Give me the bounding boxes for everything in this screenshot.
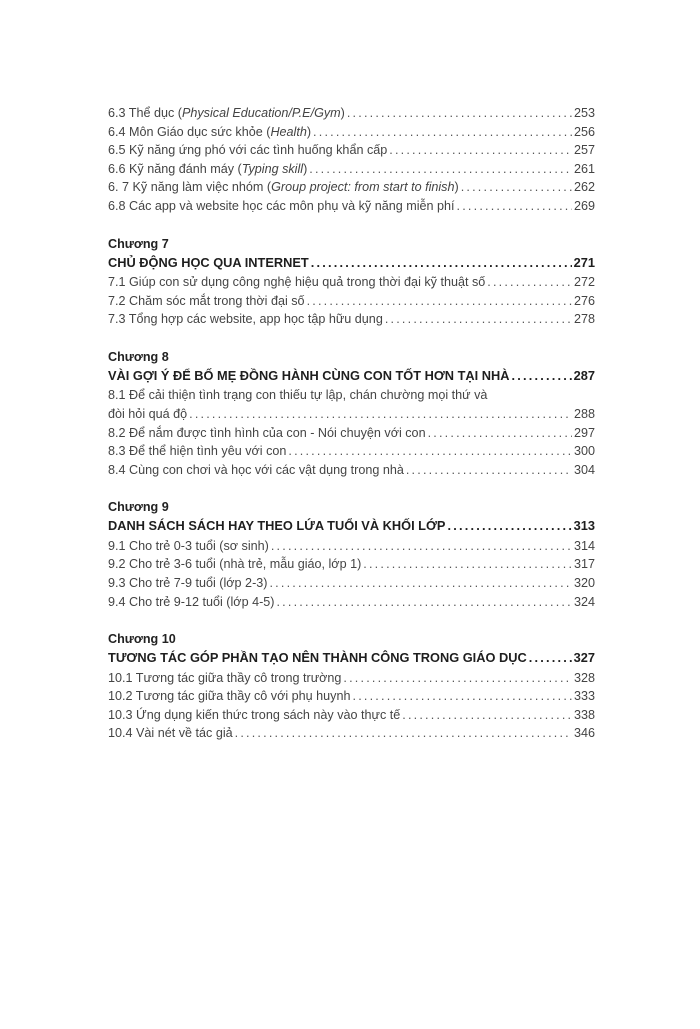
chapter-page: 313: [573, 518, 595, 534]
entry-title: 7.3 Tổng hợp các website, app học tập hữu dụng: [108, 312, 383, 327]
entry-page: 256: [573, 124, 595, 139]
chapter-page: 327: [573, 650, 595, 666]
toc-entry-6-6[interactable]: [108, 160, 595, 179]
leader-dots: [511, 367, 571, 386]
leader-dots: [461, 178, 572, 197]
leader-dots: [311, 254, 572, 273]
entry-page: 272: [573, 275, 595, 290]
toc-entry-6-7[interactable]: [108, 178, 595, 197]
leader-dots: [428, 424, 572, 443]
chapter-heading[interactable]: [108, 517, 595, 537]
toc-entry[interactable]: [108, 706, 595, 725]
leader-dots: [189, 405, 572, 424]
entry-title: 10.2 Tương tác giữa thầy cô với phụ huynh: [108, 689, 351, 704]
leader-dots: [235, 724, 572, 743]
toc-entry[interactable]: [108, 593, 595, 612]
entry-page: 276: [573, 293, 595, 308]
entry-page: 304: [573, 462, 595, 477]
toc-entry-6-3[interactable]: [108, 104, 595, 123]
entry-page: 261: [573, 161, 595, 176]
entry-title: 9.4 Cho trẻ 9-12 tuổi (lớp 4-5): [108, 594, 275, 609]
entry-page: 320: [573, 576, 595, 590]
entry-page: 333: [573, 689, 595, 704]
chapter-label: Chương 9: [108, 500, 169, 515]
entry-title: 6. 7 Kỹ năng làm việc nhóm (Group project: from start to finish): [108, 180, 459, 195]
entry-title: 10.1 Tương tác giữa thầy cô trong trường: [108, 670, 342, 685]
toc-entry[interactable]: [108, 669, 595, 688]
entry-title: 9.1 Cho trẻ 0-3 tuổi (sơ sinh): [108, 538, 269, 553]
chapter-page: 287: [573, 367, 595, 383]
chapter-heading[interactable]: [108, 367, 595, 387]
entry-title: 6.5 Kỹ năng ứng phó với các tình huống khẩn cấp: [108, 143, 388, 158]
leader-dots: [487, 273, 572, 292]
leader-dots: [529, 649, 572, 668]
leader-dots: [389, 141, 572, 160]
entry-title: 10.4 Vài nét về tác giả: [108, 726, 233, 741]
toc-entry[interactable]: [108, 405, 595, 424]
entry-title: 6.4 Môn Giáo dục sức khỏe (Health): [108, 124, 312, 139]
entry-title: 9.3 Cho trẻ 7-9 tuổi (lớp 2-3): [108, 576, 268, 590]
leader-dots: [313, 123, 572, 142]
entry-title: 6.6 Kỹ năng đánh máy (Typing skill): [108, 161, 308, 176]
toc-entry[interactable]: [108, 273, 595, 292]
entry-page: 278: [573, 312, 595, 327]
entry-page: 300: [573, 444, 595, 459]
chapter-title: DANH SÁCH SÁCH HAY THEO LỨA TUỔI VÀ KHỐI LỚP: [108, 518, 446, 534]
leader-dots: [309, 160, 572, 179]
entry-page: 269: [573, 198, 595, 213]
chapter-heading[interactable]: [108, 254, 595, 274]
entry-page: 297: [573, 425, 595, 440]
chapter-title: CHỦ ĐỘNG HỌC QUA INTERNET: [108, 254, 309, 270]
toc-entry-6-5[interactable]: [108, 141, 595, 160]
toc-entry[interactable]: [108, 424, 595, 443]
toc-entry[interactable]: [108, 442, 595, 461]
entry-page: 338: [573, 707, 595, 722]
chapter-heading[interactable]: [108, 649, 595, 669]
entry-page: 328: [573, 670, 595, 685]
toc-entry-6-4[interactable]: [108, 123, 595, 142]
entry-title: 9.2 Cho trẻ 3-6 tuổi (nhà trẻ, mẫu giáo, lớp 1): [108, 557, 362, 572]
toc-entry[interactable]: [108, 292, 595, 311]
entry-title: 8.3 Để thể hiện tình yêu với con: [108, 444, 287, 459]
entry-page: 324: [573, 594, 595, 609]
leader-dots: [447, 517, 571, 536]
leader-dots: [385, 310, 572, 329]
chapter-label: Chương 10: [108, 632, 176, 647]
chapter-title: TƯƠNG TÁC GÓP PHẦN TẠO NÊN THÀNH CÔNG TRONG GIÁO DỤC: [108, 650, 527, 666]
entry-title: 6.3 Thể dục (Physical Education/P.E/Gym): [108, 106, 345, 120]
entry-page: 317: [573, 557, 595, 572]
toc-entry[interactable]: [108, 461, 595, 480]
leader-dots: [353, 687, 572, 706]
chapter-label: Chương 7: [108, 236, 169, 251]
leader-dots: [457, 197, 572, 216]
leader-dots: [307, 292, 572, 311]
entry-page: 314: [573, 538, 595, 553]
toc-entry[interactable]: [108, 574, 595, 593]
leader-dots: [288, 442, 572, 461]
leader-dots: [271, 537, 572, 556]
entry-title: 8.2 Để nắm được tình hình của con - Nói chuyện với con: [108, 425, 426, 440]
toc-entry[interactable]: [108, 310, 595, 329]
entry-page: 288: [573, 406, 595, 421]
entry-title: 8.1 Để cải thiện tình trạng con thiếu tự lập, chán chường mọi thứ và: [108, 388, 488, 403]
chapter-label: Chương 8: [108, 349, 169, 364]
entry-page: 346: [573, 726, 595, 741]
toc-entry[interactable]: [108, 687, 595, 706]
toc-entry-6-8[interactable]: [108, 197, 595, 216]
entry-page: 257: [573, 143, 595, 158]
table-of-contents: [108, 104, 595, 743]
leader-dots: [343, 669, 572, 688]
leader-dots: [269, 574, 572, 593]
entry-title: 10.3 Ứng dụng kiến thức trong sách này vào thực tế: [108, 707, 401, 722]
leader-dots: [347, 104, 572, 123]
entry-page: 262: [573, 180, 595, 195]
entry-title: đòi hỏi quá độ: [108, 406, 188, 421]
entry-page: 253: [573, 106, 595, 120]
toc-entry[interactable]: [108, 724, 595, 743]
toc-entry-first-line[interactable]: [108, 386, 595, 405]
leader-dots: [406, 461, 572, 480]
toc-entry[interactable]: [108, 555, 595, 574]
entry-title: 7.2 Chăm sóc mắt trong thời đại số: [108, 293, 305, 308]
chapter-page: 271: [573, 254, 595, 270]
leader-dots: [276, 593, 572, 612]
entry-title: 8.4 Cùng con chơi và học với các vật dụng trong nhà: [108, 462, 404, 477]
toc-entry[interactable]: [108, 537, 595, 556]
entry-title: 6.8 Các app và website học các môn phụ và kỹ năng miễn phí: [108, 198, 455, 213]
leader-dots: [402, 706, 572, 725]
chapter-title: VÀI GỢI Ý ĐỂ BỐ MẸ ĐỒNG HÀNH CÙNG CON TỐT HƠN TẠI NHÀ: [108, 367, 510, 383]
leader-dots: [363, 555, 572, 574]
entry-title: 7.1 Giúp con sử dụng công nghệ hiệu quả trong thời đại kỹ thuật số: [108, 275, 486, 290]
